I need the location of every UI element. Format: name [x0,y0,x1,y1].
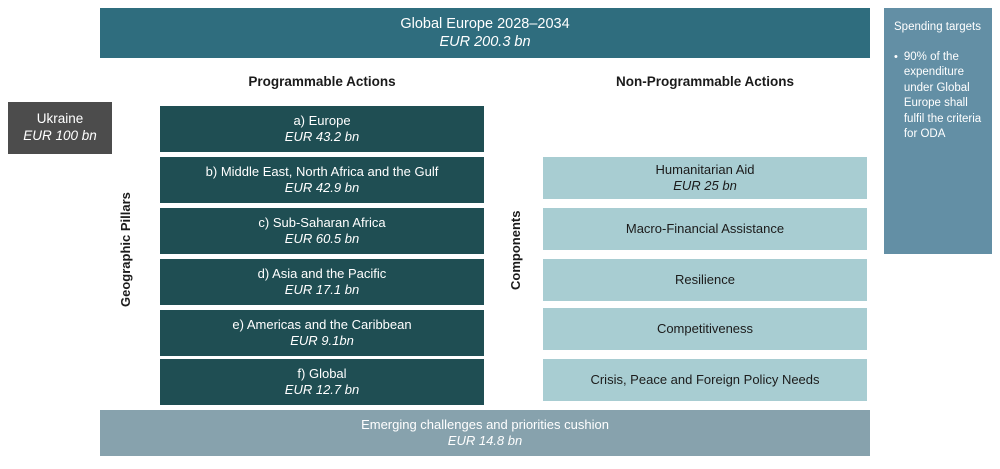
pillar-sub-saharan-africa [160,208,484,254]
ukraine-title: Ukraine [36,111,84,127]
pillar-asia-and-the-pacific [160,259,484,305]
pillar-global [160,359,484,405]
component-macro-financial-assistance-title: Macro-Financial Assistance [625,220,785,236]
component-humanitarian-aid-value: EUR 25 bn [673,178,737,193]
pillar-middle-east-value: EUR 42.9 bn [284,180,360,195]
component-macro-financial-assistance [543,208,867,250]
spending-targets-bullet-text: 90% of the expenditure under Global Europe shall fulfil the criteria for ODA [903,50,982,141]
pillar-americas-caribbean-value: EUR 9.1bn [290,333,354,348]
component-competitiveness-title: Competitiveness [656,320,754,336]
global-europe-title: Global Europe 2028–2034 [400,15,570,32]
ukraine-value: EUR 100 bn [23,128,97,143]
component-resilience-title: Resilience [675,271,735,287]
component-humanitarian-aid [543,157,867,199]
pillar-asia-pacific-value: EUR 17.1 bn [284,282,360,297]
label-geographic-pillars: Geographic Pillars [118,192,133,308]
pillar-sub-saharan-africa-value: EUR 60.5 bn [284,231,360,246]
component-crisis-peace-title: Crisis, Peace and Foreign Policy Needs [590,371,820,387]
emerging-challenges-cushion [100,410,870,456]
component-competitiveness [543,308,867,350]
emerging-challenges-title: Emerging challenges and priorities cushion [361,416,609,432]
pillar-sub-saharan-africa-title: c) Sub-Saharan Africa [258,214,386,230]
pillar-americas-and-the-caribbean [160,310,484,356]
global-europe-header [100,8,870,58]
emerging-challenges-value: EUR 14.8 bn [447,433,523,448]
pillar-global-title: f) Global [297,365,347,381]
label-components: Components [508,210,523,290]
spending-targets-panel [884,8,992,254]
pillar-americas-caribbean-title: e) Americas and the Caribbean [232,316,412,332]
pillar-europe-value: EUR 43.2 bn [284,129,360,144]
pillar-global-value: EUR 12.7 bn [284,382,360,397]
pillar-europe-title: a) Europe [293,112,351,128]
heading-non-programmable-actions: Non-Programmable Actions [615,74,795,89]
pillar-middle-east-north-africa-gulf [160,157,484,203]
heading-programmable-actions: Programmable Actions [248,74,396,89]
component-crisis-peace-foreign-policy-needs [543,359,867,401]
pillar-asia-pacific-title: d) Asia and the Pacific [257,265,387,281]
global-europe-value: EUR 200.3 bn [439,34,531,50]
spending-targets-bullet [894,50,982,143]
pillar-europe [160,106,484,152]
ukraine-box [8,102,112,154]
bullet-dot-icon: • [894,50,898,63]
pillar-middle-east-title: b) Middle East, North Africa and the Gulf [205,163,439,179]
spending-targets-title: Spending targets [894,21,981,33]
component-humanitarian-aid-title: Humanitarian Aid [655,161,755,177]
component-resilience [543,259,867,301]
